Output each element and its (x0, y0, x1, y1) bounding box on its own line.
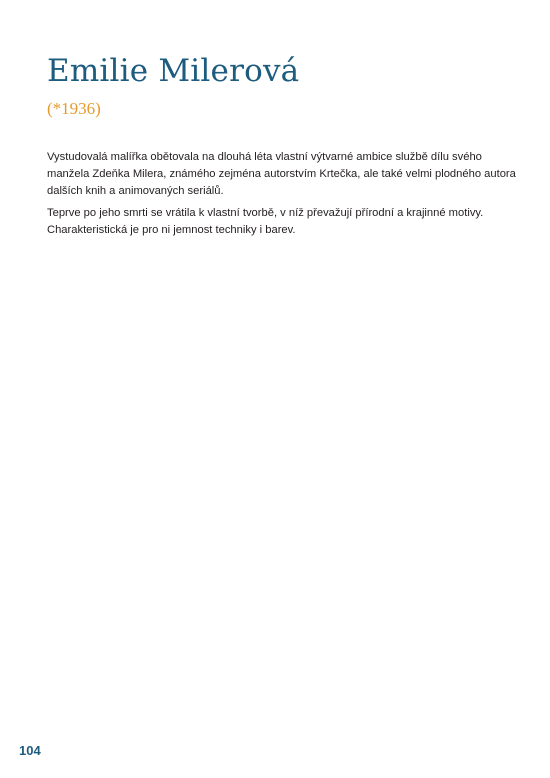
page-number: 104 (19, 743, 41, 758)
birth-year: (*1936) (47, 99, 101, 118)
page-title: Emilie Milerová (47, 53, 300, 89)
body-text (47, 149, 517, 244)
paragraph: Vystudovalá malířka obětovala na dlouhá léta vlastní výtvarné ambice službě dílu svého manžela Zdeňka Milera, známého zejména autorstvím Krtečka, ale také velmi plodného autora dalších knih a animovaných seriálů. (47, 151, 516, 197)
paragraph: Teprve po jeho smrti se vrátila k vlastní tvorbě, v níž převažují přírodní a krajinné motivy. Charakteristická je pro ni jemnost techniky i barev. (47, 207, 484, 236)
